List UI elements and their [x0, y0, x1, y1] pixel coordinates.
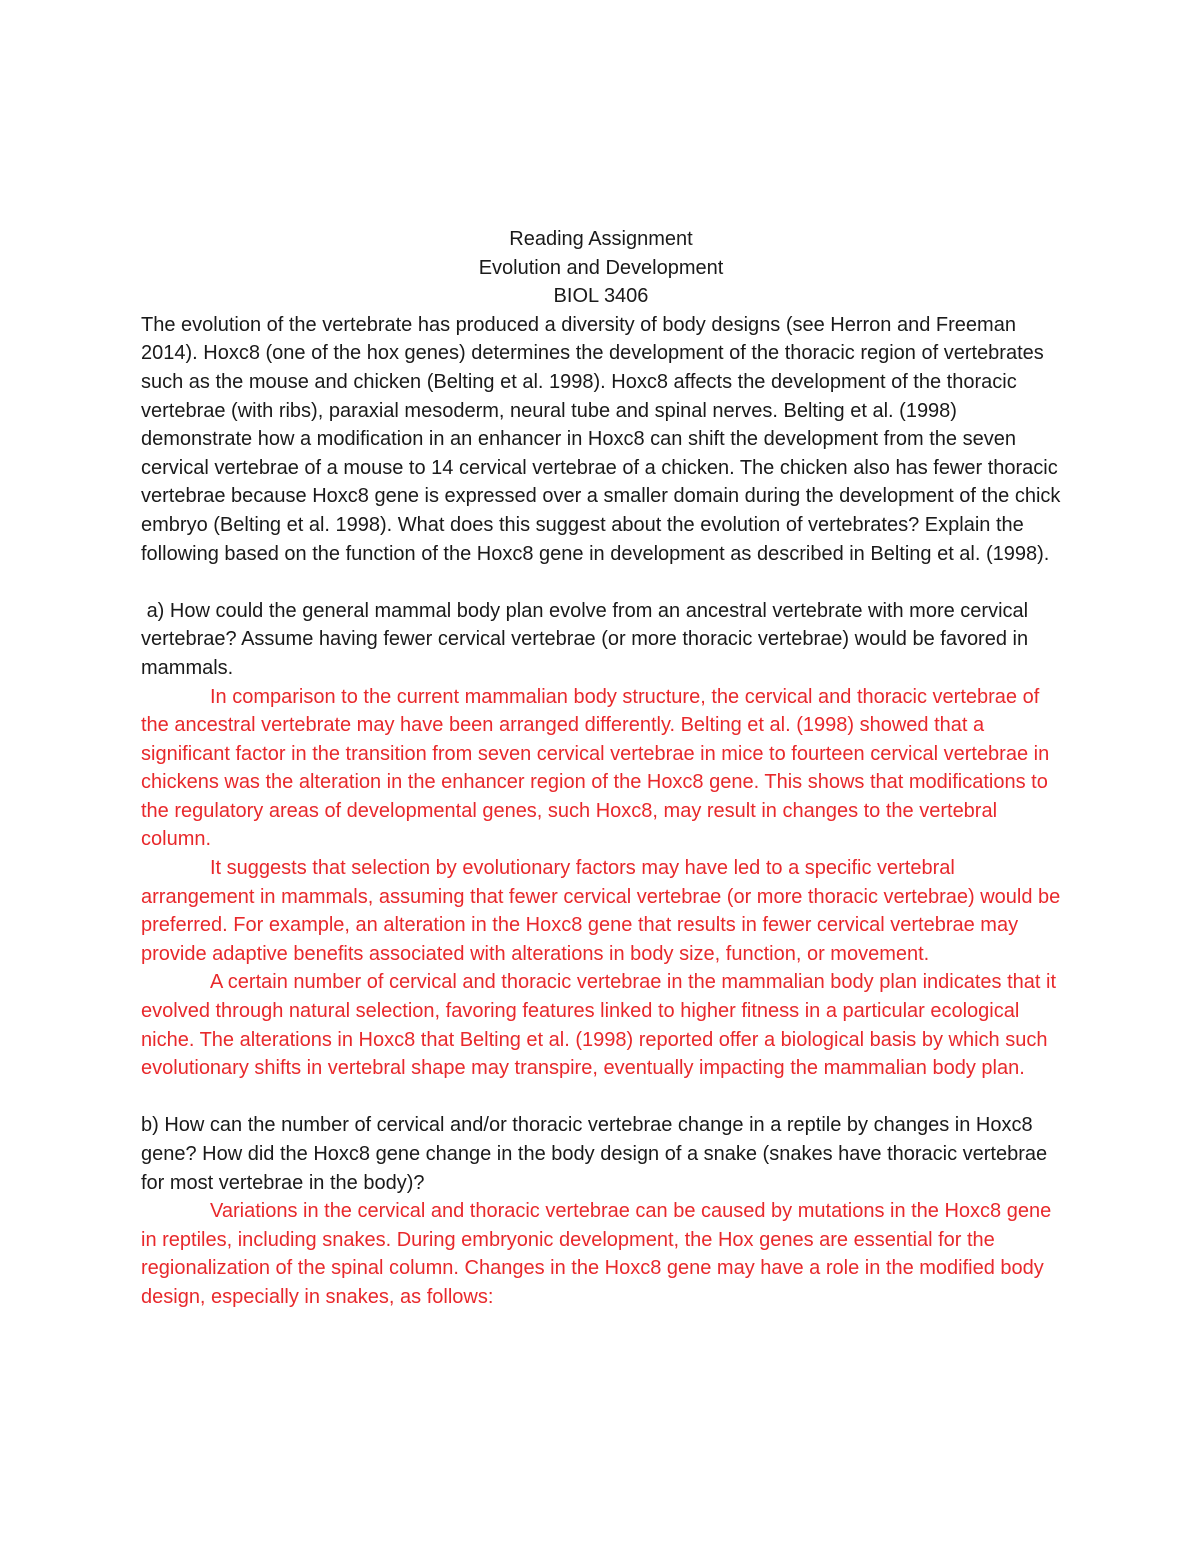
question-b-prompt: b) How can the number of cervical and/or thoracic vertebrae change in a reptile by changes in Hoxc8 gene? How did the Hoxc8 gene change in the body design of a snake (snakes have thoracic vertebrae for most vertebrae in the body)?: [141, 1114, 1048, 1194]
question-a-answer-3: A certain number of cervical and thoracic vertebrae in the mammalian body plan indicates that it evolved through natural selection, favoring features linked to higher fitness in a particular ecological niche. The alterations in Hoxc8 that Belting et al. (1998) reported offer a biological basis by which such evolutionary shifts in vertebral shape may transpire, eventually impacting the mammalian body plan.: [141, 971, 1056, 1080]
spacer: [141, 1083, 1061, 1112]
question-a-answer-2: It suggests that selection by evolutionary factors may have led to a specific vertebral arrangement in mammals, assuming that fewer cervical vertebrae (or more thoracic vertebrae) would be preferred. For example, an alteration in the Hoxc8 gene that results in fewer cervical vertebrae may provide adaptive benefits associated with alterations in body size, function, or movement.: [141, 857, 1061, 965]
document-title: Reading Assignment: [509, 228, 693, 250]
question-b-answer-1: Variations in the cervical and thoracic vertebrae can be caused by mutations in the Hoxc8 gene in reptiles, including snakes. During embryonic development, the Hox genes are essential for the regionalization of the spinal column. Changes in the Hoxc8 gene may have a role in the modified body design, especially in snakes, as follows:: [141, 1200, 1052, 1308]
intro-paragraph: The evolution of the vertebrate has produced a diversity of body designs (see Herron and Freeman 2014). Hoxc8 (one of the hox genes) determines the development of the thoracic region of vertebrates such as the mouse and chicken (Belting et al. 1998). Hoxc8 affects the development of the thoracic vertebrae (with ribs), paraxial mesoderm, neural tube and spinal nerves. Belting et al. (1998) demonstrate how a modification in an enhancer in Hoxc8 can shift the development from the seven cervical vertebrae of a mouse to 14 cervical vertebrae of a chicken. The chicken also has fewer thoracic vertebrae because Hoxc8 gene is expressed over a smaller domain during the development of the chick embryo (Belting et al. 1998). What does this suggest about the evolution of vertebrates? Explain the following based on the function of the Hoxc8 gene in development as described in Belting et al. (1998).: [141, 313, 1061, 565]
question-a-answer-1: In comparison to the current mammalian body structure, the cervical and thoracic vertebrae of the ancestral vertebrate may have been arranged differently. Belting et al. (1998) showed that a significant factor in the transition from seven cervical vertebrae in mice to fourteen cervical vertebrae in chickens was the alteration in the enhancer region of the Hoxc8 gene. This shows that modifications to the regulatory areas of developmental genes, such Hoxc8, may result in changes to the vertebral column.: [141, 685, 1050, 851]
question-a-prompt: a) How could the general mammal body plan evolve from an ancestral vertebrate with more cervical vertebrae? Assume having fewer cervical vertebrae (or more thoracic vertebrae) would be favored in mammals.: [141, 599, 1034, 679]
document-subtitle: Evolution and Development: [478, 256, 724, 279]
spacer: [141, 568, 1061, 597]
course-code: BIOL 3406: [553, 285, 649, 308]
document-body: [141, 225, 1061, 1312]
